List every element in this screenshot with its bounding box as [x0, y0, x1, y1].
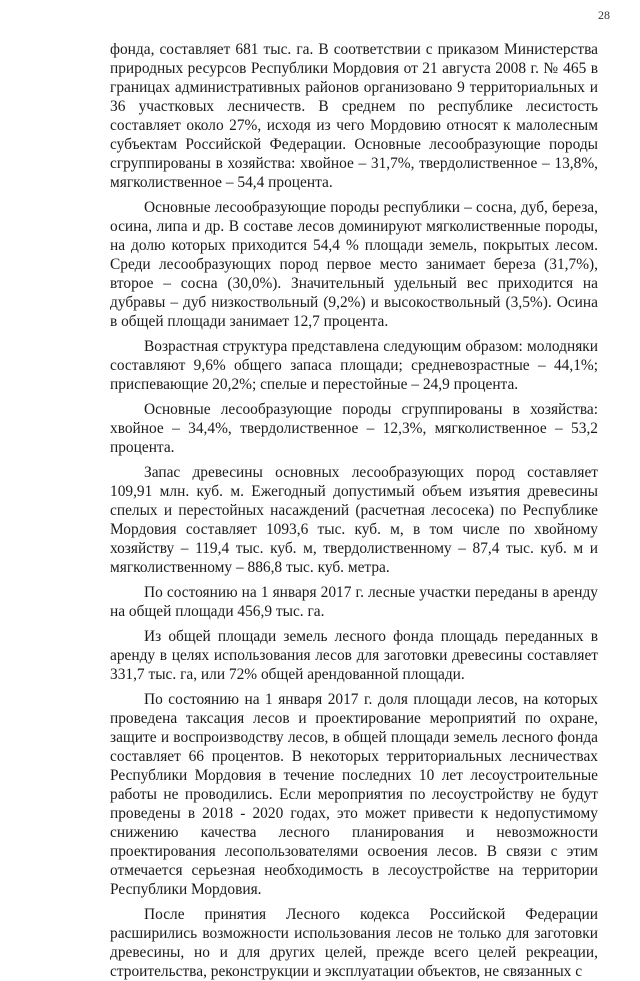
- paragraph-9: После принятия Лесного кодекса Российской Федерации расширились возможности использования лесов не только для заготовки древесины, но и для других целей, прежде всего целей рекреации, строительства, реконструкции и эксплуатации объектов, не связанных с: [110, 906, 598, 980]
- paragraph-2: Основные лесообразующие породы республики – сосна, дуб, береза, осина, липа и др. В составе лесов доминируют мягколиственные породы, на долю которых приходится 54,4 % площади земель, покрытых лесом. Среди лесообразующих пород первое место занимает береза (31,7%), второе – сосна (30,0%). Значительный удельный вес приходится на дубравы – дуб низкоствольный (9,2%) и высокоствольный (3,5%). Осина в общей площади занимает 12,7 процента.: [110, 199, 598, 330]
- document-body: [110, 40, 598, 981]
- paragraph-4: Основные лесообразующие породы сгруппированы в хозяйства: хвойное – 34,4%, твердолиственное – 12,3%, мягколиственное – 53,2 процента.: [110, 401, 598, 456]
- page-number: 28: [598, 8, 610, 22]
- paragraph-5: Запас древесины основных лесообразующих пород составляет 109,91 млн. куб. м. Ежегодный допустимый объем изъятия древесины спелых и перестойных насаждений (расчетная лесосека) по Республике Мордовия составляет 1093,6 тыс. куб. м, в том числе по хвойному хозяйству – 119,4 тыс. куб. м, твердолиственному – 87,4 тыс. куб. м и мягколиственному – 886,8 тыс. куб. метра.: [110, 464, 598, 576]
- paragraph-8: По состоянию на 1 января 2017 г. доля площади лесов, на которых проведена таксация лесов и проектирование мероприятий по охране, защите и воспроизводству лесов, в общей площади земель лесного фонда составляет 66 процентов. В некоторых территориальных лесничествах Республики Мордовия в течение последних 10 лет лесоустроительные работы не проводились. Если мероприятия по лесоустройству не будут проведены в 2018 - 2020 годах, это может привести к недопустимому снижению качества лесного планирования и невозможности проектирования лесопользователями освоения лесов. В связи с этим отмечается серьезная необходимость в лесоустройстве на территории Республики Мордовия.: [110, 691, 598, 898]
- paragraph-7: Из общей площади земель лесного фонда площадь переданных в аренду в целях использования лесов для заготовки древесины составляет 331,7 тыс. га, или 72% общей арендованной площади.: [110, 628, 598, 683]
- paragraph-3: Возрастная структура представлена следующим образом: молодняки составляют 9,6% общего запаса площади; средневозрастные – 44,1%; приспевающие 20,2%; спелые и перестойные – 24,9 процента.: [110, 338, 598, 393]
- paragraph-6: По состоянию на 1 января 2017 г. лесные участки переданы в аренду на общей площади 456,9 тыс. га.: [110, 584, 598, 620]
- paragraph-1: фонда, составляет 681 тыс. га. В соответствии с приказом Министерства природных ресурсов Республики Мордовия от 21 августа 2008 г. № 465 в границах административных районов организовано 9 территориальных и 36 участковых лесничеств. В среднем по республике лесистость составляет около 27%, исходя из чего Мордовию относят к малолесным субъектам Российской Федерации. Основные лесообразующие породы сгруппированы в хозяйства: хвойное – 31,7%, твердолиственное – 13,8%, мягколиственное – 54,4 процента.: [110, 41, 598, 191]
